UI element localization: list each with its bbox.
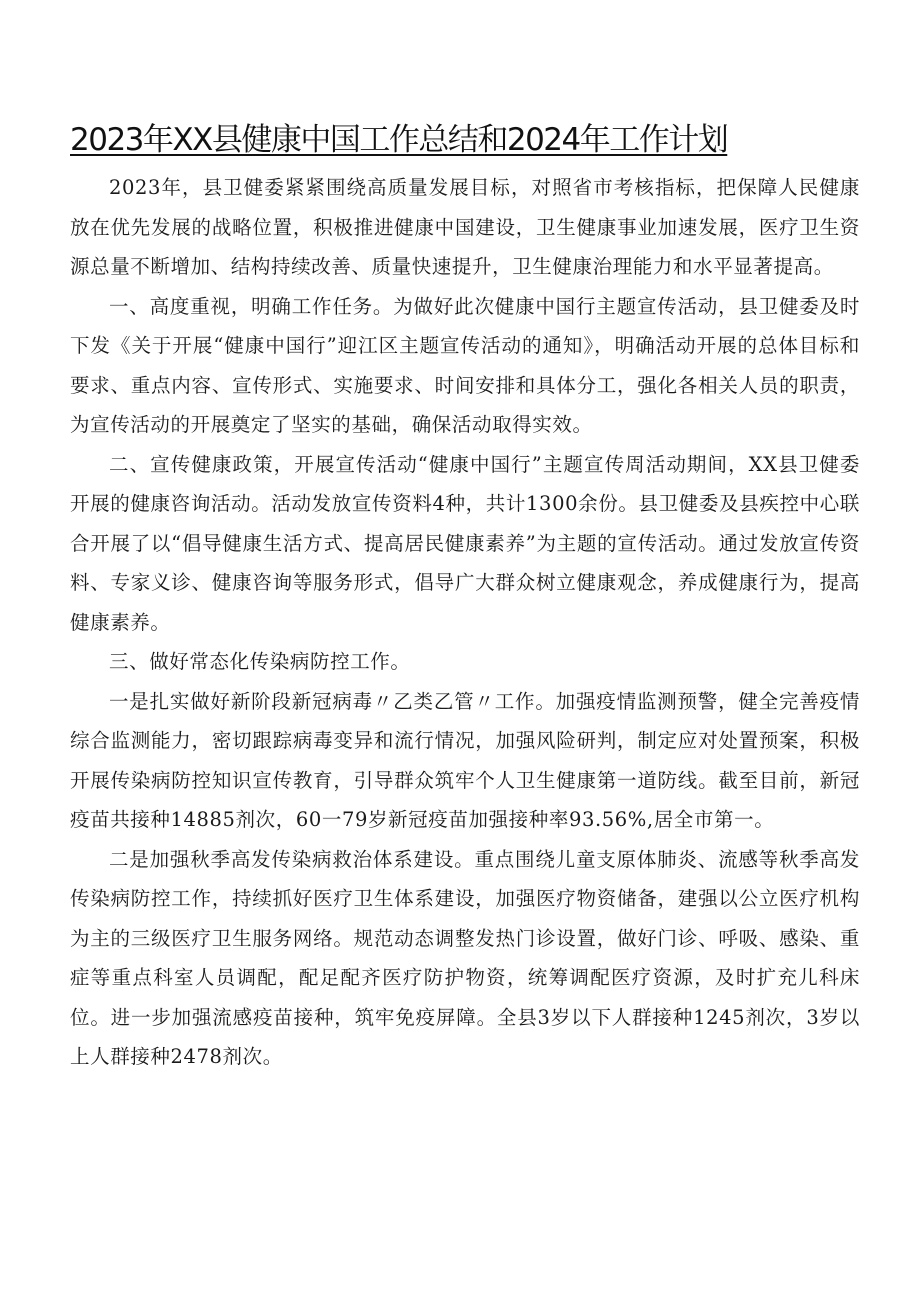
paragraph-section-3-heading: 三、做好常态化传染病防控工作。 bbox=[109, 650, 411, 673]
paragraph-section-1: 一、高度重视，明确工作任务。为做好此次健康中国行主题宣传活动，县卫健委及时下发《关于开展“健康中国行”迎江区主题宣传活动的通知》，明确活动开展的总体目标和要求、重点内容、宣传形式、实施要求、时间安排和具体分工，强化各相关人员的职责，为宣传活动的开展奠定了坚实的基础，确保活动取得实效。 bbox=[70, 294, 860, 436]
paragraph-intro: 2023年，县卫健委紧紧围绕高质量发展目标，对照省市考核指标，把保障人民健康放在优先发展的战略位置，积极推进健康中国建设，卫生健康事业加速发展，医疗卫生资源总量不断增加、结构持续改善、质量快速提升，卫生健康治理能力和水平显著提高。 bbox=[70, 176, 860, 278]
paragraph-section-3-item-1: 一是扎实做好新阶段新冠病毒〃乙类乙管〃工作。加强疫情监测预警，健全完善疫情综合监测能力，密切跟踪病毒变异和流行情况，加强风险研判，制定应对处置预案，积极开展传染病防控知识宣传教育，引导群众筑牢个人卫生健康第一道防线。截至目前，新冠疫苗共接种14885剂次，60一79岁新冠疫苗加强接种率93.56%,居全市第一。 bbox=[70, 689, 860, 831]
document-page bbox=[70, 0, 860, 1077]
paragraph-section-2: 二、宣传健康政策，开展宣传活动“健康中国行”主题宣传周活动期间，XX县卫健委开展的健康咨询活动。活动发放宣传资料4种，共计1300余份。县卫健委及县疾控中心联合开展了以“倡导健康生活方式、提高居民健康素养”为主题的宣传活动。通过发放宣传资料、专家义诊、健康咨询等服务形式，倡导广大群众树立健康观念，养成健康行为，提高健康素养。 bbox=[70, 452, 860, 634]
document-body bbox=[70, 168, 860, 1077]
paragraph-section-3-item-2: 二是加强秋季高发传染病救治体系建设。重点围绕儿童支原体肺炎、流感等秋季高发传染病防控工作，持续抓好医疗卫生体系建设，加强医疗物资储备，建强以公立医疗机构为主的三级医疗卫生服务网络。规范动态调整发热门诊设置，做好门诊、呼吸、感染、重症等重点科室人员调配，配足配齐医疗防护物资，统筹调配医疗资源，及时扩充儿科床位。进一步加强流感疫苗接种，筑牢免疫屏障。全县3岁以下人群接种1245剂次，3岁以上人群接种2478剂次。 bbox=[70, 847, 860, 1068]
document-title: 2023年XX县健康中国工作总结和2024年工作计划 bbox=[70, 122, 728, 158]
